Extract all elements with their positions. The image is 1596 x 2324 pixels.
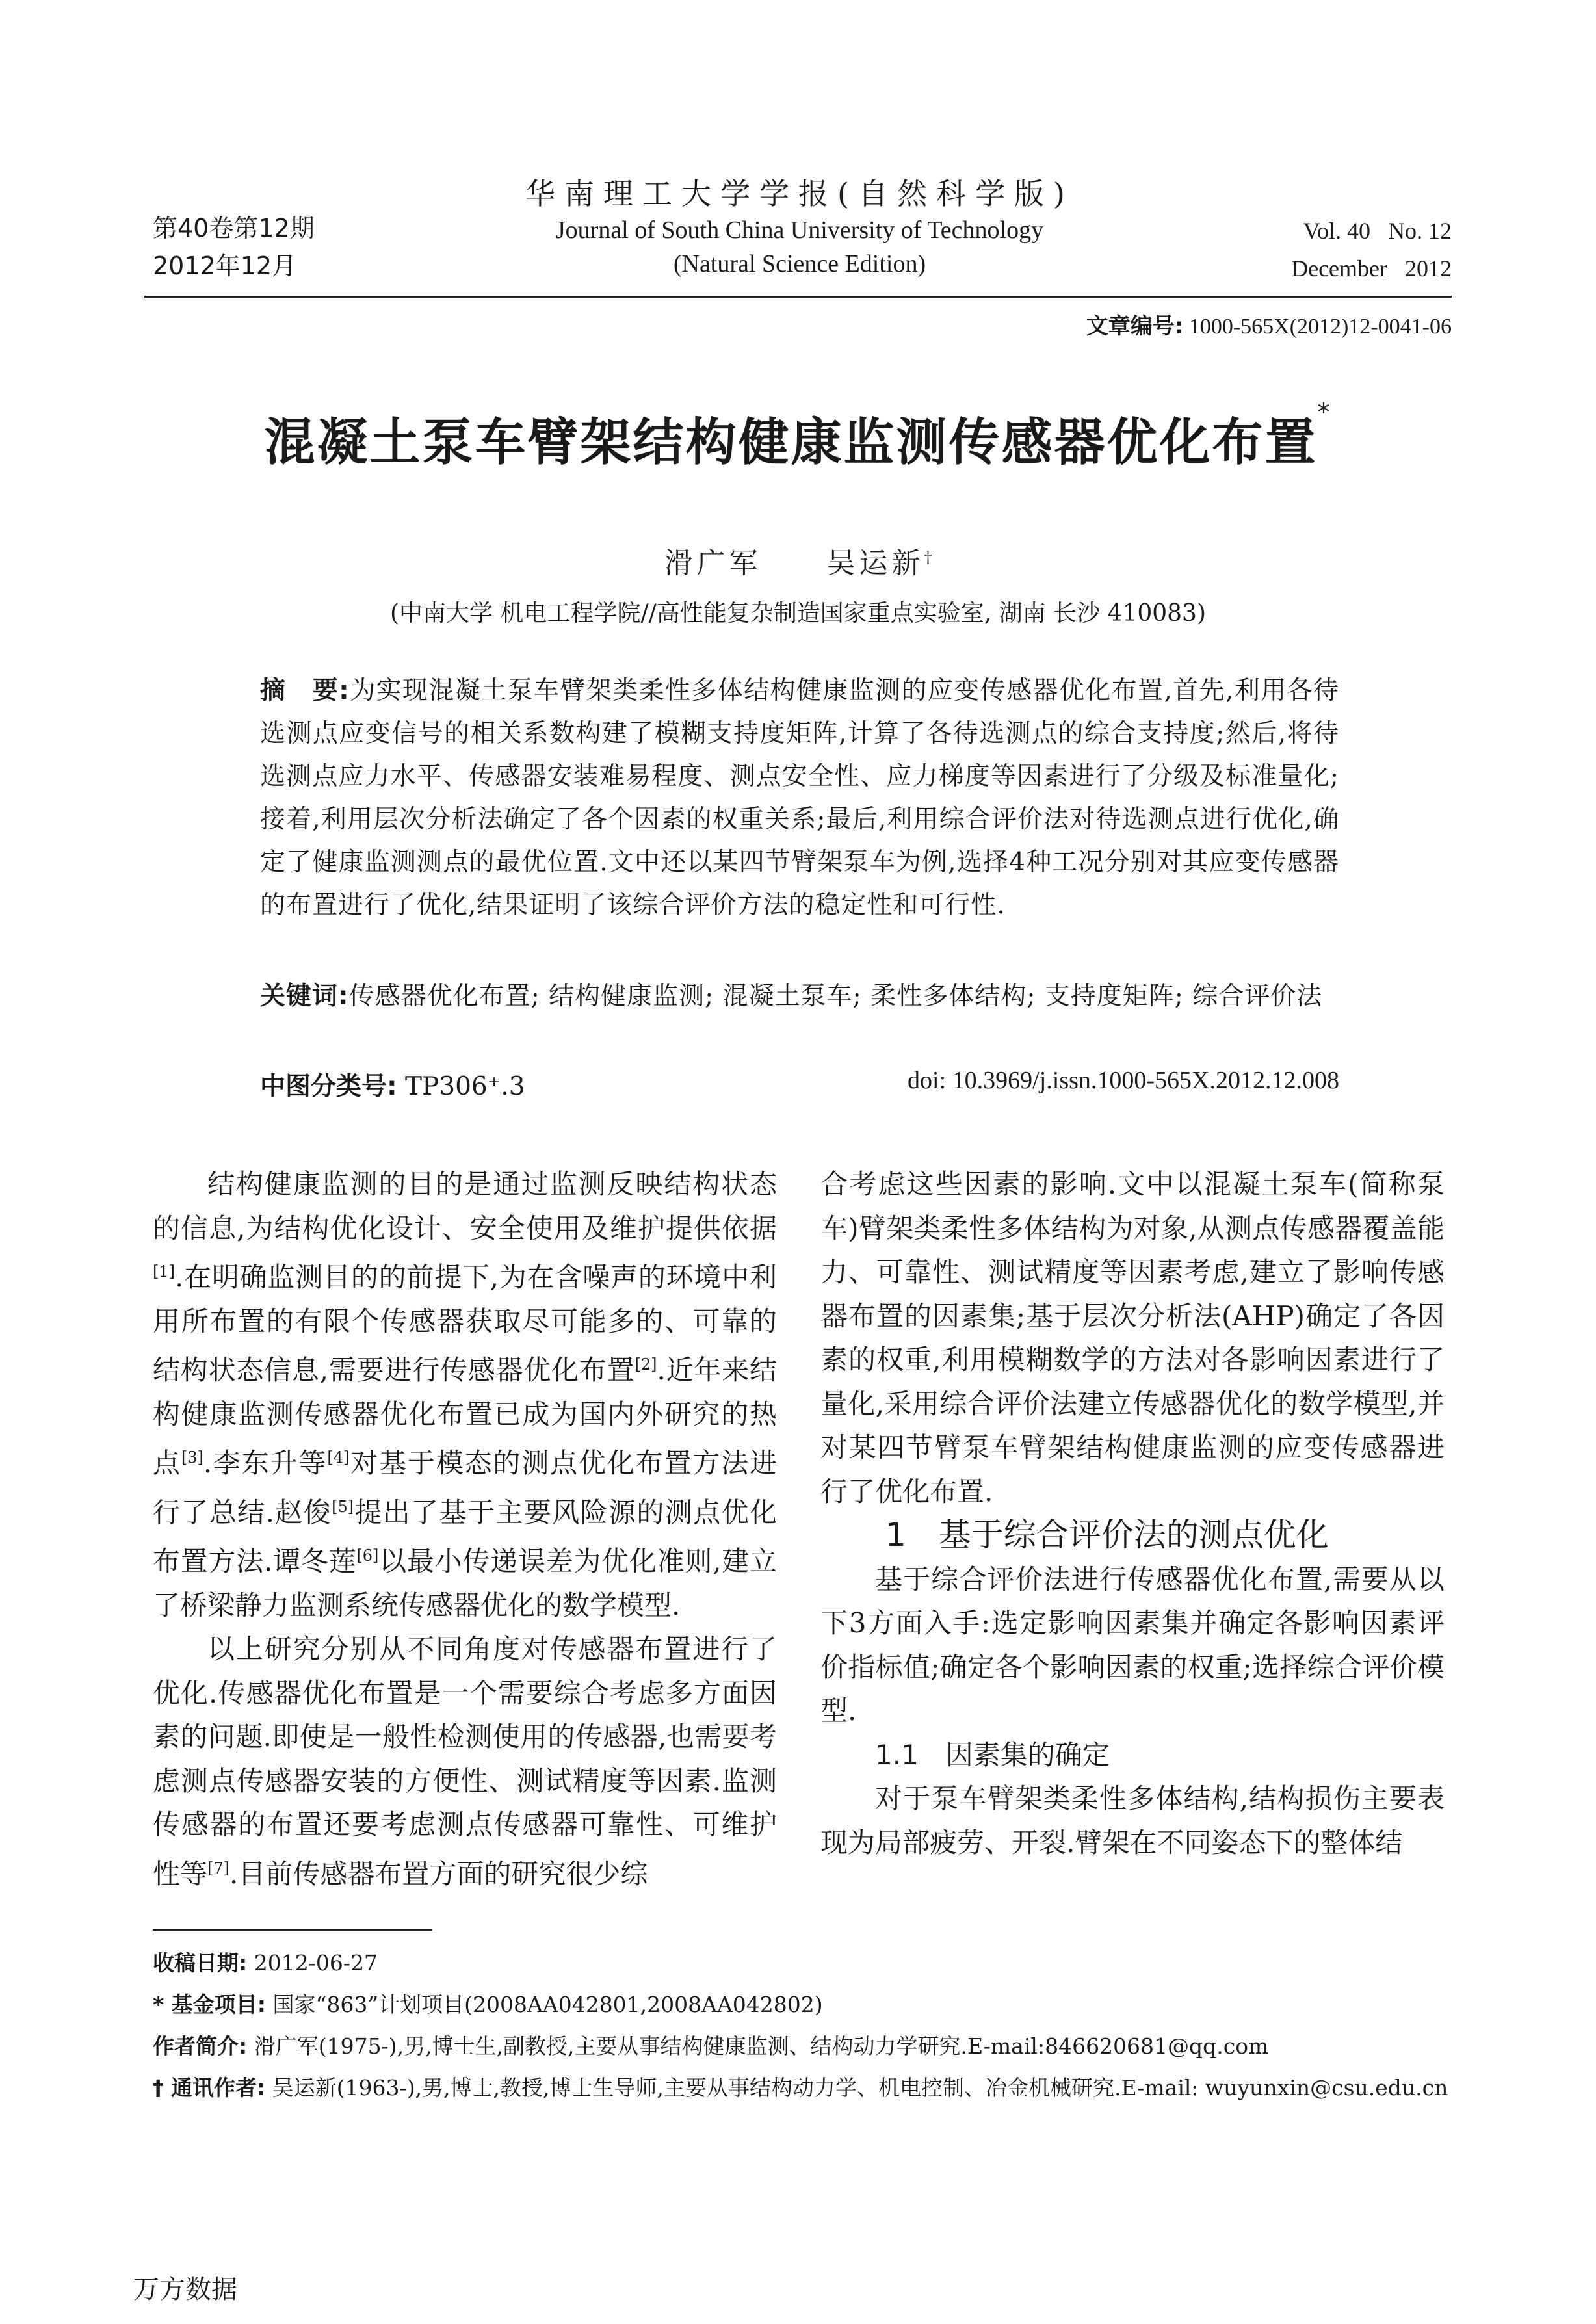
article-number: [1086, 308, 1452, 340]
fund-label: * 基金项目:: [153, 1992, 266, 2017]
article-number-label: 文章编号:: [1086, 313, 1184, 339]
text-run: .近年来结构健康监测传感器优化布置已成为国内外研究的热点: [153, 1354, 777, 1479]
author-2: 吴运新: [826, 547, 924, 580]
section-1-paragraph: 基于综合评价法进行传感器优化布置,需要从以下3方面入手:选定影响因素集并确定各影响因素评价指标值;确定各个影响因素的权重;选择综合评价模型.: [820, 1563, 1445, 1727]
footnote-corresponding: [153, 2067, 1453, 2109]
author-1: 滑广军: [664, 547, 762, 580]
received-date: 2012-06-27: [254, 1950, 378, 1976]
footnote-author-bio: [153, 2026, 1453, 2067]
text-run: .目前传感器布置方面的研究很少综: [229, 1857, 648, 1890]
citation-ref: [7]: [207, 1859, 230, 1877]
clc-label: 中图分类号:: [260, 1072, 397, 1101]
citation-ref: [3]: [181, 1448, 203, 1467]
keywords-label: 关键词:: [260, 982, 349, 1011]
abstract-label: 摘 要:: [260, 676, 350, 705]
corr-label: † 通讯作者:: [153, 2075, 266, 2100]
affiliation: (中南大学 机电工程学院//高性能复杂制造国家重点实验室, 湖南 长沙 410083): [390, 600, 1206, 627]
journal-name-en: Journal of South China University of Technology: [555, 216, 1044, 244]
clc-value: TP306⁺.3: [405, 1072, 525, 1101]
header-center: [455, 174, 1144, 281]
citation-ref: [1]: [153, 1262, 175, 1281]
date-en: December 2012: [1291, 255, 1452, 281]
journal-name-cn: 华南理工大学学报(自然科学版): [525, 176, 1074, 211]
watermark: 万方数据: [133, 2275, 237, 2304]
text-run: 提出了基于主要风险源的测点优化布置方法.谭冬莲: [153, 1496, 777, 1577]
volume-issue-en: Vol. 40 No. 12: [1303, 218, 1452, 244]
citation-ref: [5]: [332, 1497, 354, 1516]
citation-ref: [4]: [327, 1448, 350, 1467]
text-run: 结构健康监测的目的是通过监测反映结构状态的信息,为结构优化设计、安全使用及维护提供依据: [153, 1168, 777, 1244]
header-right: [1291, 212, 1452, 287]
bio-label: 作者简介:: [153, 2033, 248, 2059]
abstract-text: 为实现混凝土泵车臂架类柔性多体结构健康监测的应变传感器优化布置,首先,利用各待选测点应变信号的相关系数构建了模糊支持度矩阵,计算了各待选测点的综合支持度;然后,将待选测点应力水平、传感器安装难易程度、测点安全性、应力梯度等因素进行了分级及标准量化;接着,利用层次分析法确定了各个因素的权重关系;最后,利用综合评价法对待选测点进行优化,确定了健康监测测点的最优位置.文中还以某四节臂架泵车为例,选择4种工况分别对其应变传感器的布置进行了优化,结果证明了该综合评价方法的稳定性和可行性.: [260, 676, 1340, 920]
fund-text: 国家“863”计划项目(2008AA042801,2008AA042802): [272, 1992, 823, 2017]
corresponding-mark: †: [924, 548, 932, 567]
citation-ref: [6]: [356, 1547, 379, 1565]
footnote-fund: [153, 1984, 1453, 2026]
body-left-column: [153, 1162, 777, 1896]
intro-paragraph-continued: 合考虑这些因素的影响.文中以混凝土泵车(简称泵车)臂架类柔性多体结构为对象,从测点传感器覆盖能力、可靠性、测试精度等因素考虑,建立了影响传感器布置的因素集;基于层次分析法(AHP)确定了各因素的权重,利用模糊数学的方法对各影响因素进行了量化,采用综合评价法建立传感器优化的数学模型,并对某四节臂泵车臂架结构健康监测的应变传感器进行了优化布置.: [820, 1168, 1445, 1508]
text-run: .李东升等: [203, 1447, 328, 1479]
text-run: .在明确监测目的的前提下,为在含噪声的环境中利用所布置的有限个传感器获取尽可能多的、可靠的结构状态信息,需要进行传感器优化布置: [153, 1261, 777, 1386]
volume-issue-cn: 第40卷第12期: [153, 214, 315, 242]
author-list: [0, 540, 1596, 581]
bio-text: 滑广军(1975-),男,博士生,副教授,主要从事结构健康监测、结构动力学研究.E-mail:846620681@qq.com: [254, 2033, 1269, 2059]
paper-title-text: 混凝土泵车臂架结构健康监测传感器优化布置: [264, 413, 1318, 472]
abstract: [260, 670, 1339, 927]
keywords: [260, 975, 1339, 1018]
date-cn: 2012年12月: [153, 252, 297, 280]
footnotes: [153, 1942, 1453, 2109]
keywords-text: 传感器优化布置; 结构健康监测; 混凝土泵车; 柔性多体结构; 支持度矩阵; 综合评价法: [348, 982, 1323, 1011]
footnote-rule: [153, 1929, 432, 1931]
article-number-value: 1000-565X(2012)12-0041-06: [1188, 315, 1452, 339]
received-label: 收稿日期:: [153, 1950, 248, 1976]
header-left: [153, 209, 315, 285]
corr-text: 吴运新(1963-),男,博士,教授,博士生导师,主要从事结构动力学、机电控制、冶金机械研究.E-mail: wuyunxin@csu.edu.cn: [272, 2075, 1448, 2100]
body-right-column: [820, 1162, 1445, 1864]
header-rule: [144, 296, 1452, 298]
journal-edition-en: (Natural Science Edition): [673, 250, 926, 278]
intro-paragraph-2: [153, 1627, 777, 1896]
text-run: 以最小传递误差为优化准则,建立了桥梁静力监测系统传感器优化的数学模型.: [153, 1545, 777, 1621]
section-heading-1: 1 基于综合评价法的测点优化: [885, 1516, 1329, 1554]
citation-ref: [2]: [634, 1355, 657, 1374]
doi: doi: 10.3969/j.issn.1000-565X.2012.12.008: [908, 1067, 1339, 1094]
title-footnote-mark: *: [1317, 398, 1332, 426]
footnote-received: [153, 1942, 1453, 1984]
subsection-1-1-paragraph: 对于泵车臂架类柔性多体结构,结构损伤主要表现为局部疲劳、开裂.臂架在不同姿态下的整体结: [820, 1782, 1445, 1859]
subsection-heading-1-1: 1.1 因素集的确定: [875, 1738, 1110, 1771]
intro-paragraph-1: [153, 1162, 777, 1627]
paper-title: [0, 398, 1596, 475]
text-run: 对基于模态的测点优化布置方法进行了总结.赵俊: [153, 1447, 777, 1528]
text-run: 以上研究分别从不同角度对传感器布置进行了优化.传感器优化布置是一个需要综合考虑多方面因素的问题.即使是一般性检测使用的传感器,也需要考虑测点传感器安装的方便性、测试精度等因素.监测传感器的布置还要考虑测点传感器可靠性、可维护性等: [153, 1633, 777, 1890]
classification-number: [260, 1066, 525, 1103]
